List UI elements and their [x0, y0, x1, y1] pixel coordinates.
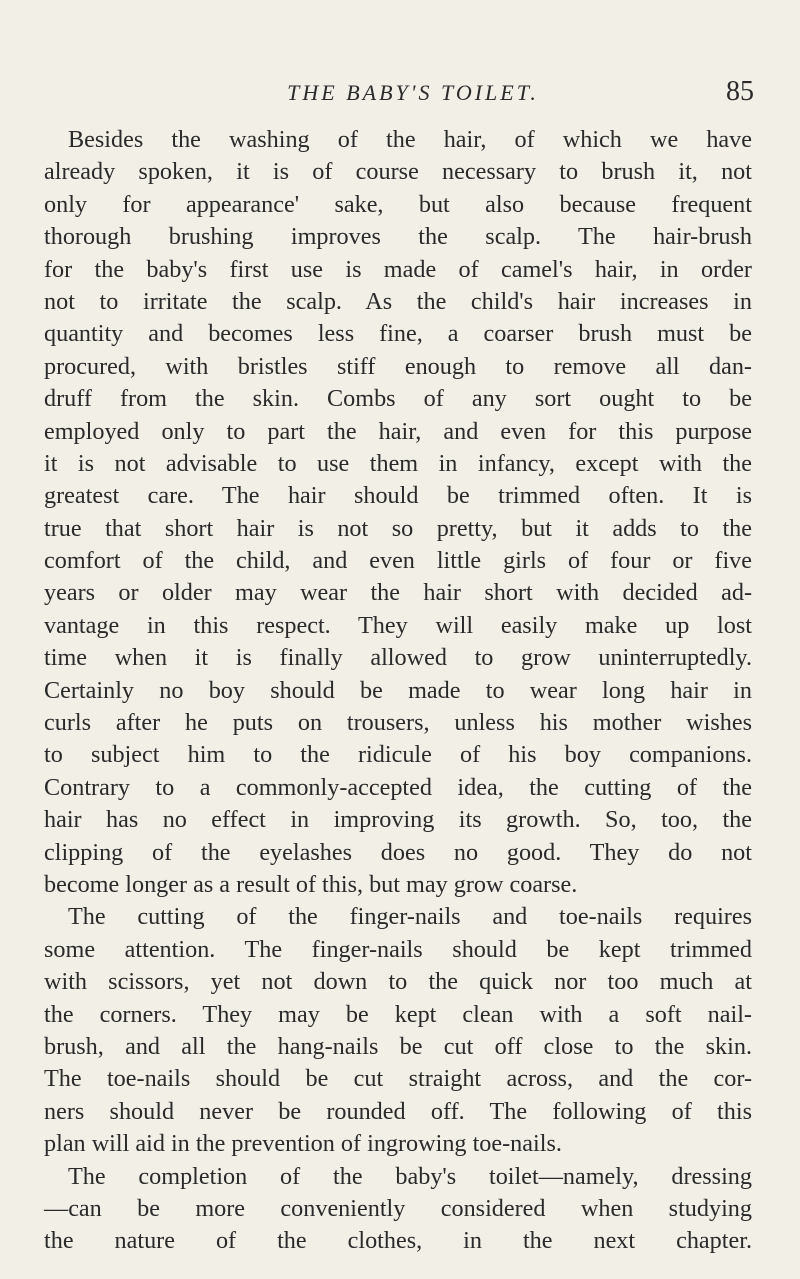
text-line: Contrary to a commonly-accepted idea, the cutting of the	[44, 773, 752, 801]
text-line: employed only to part the hair, and even for this purpose	[44, 417, 752, 445]
text-line: procured, with bristles stiff enough to remove all dan-	[44, 352, 752, 380]
text-line: not to irritate the scalp. As the child's hair increases in	[44, 287, 752, 315]
text-line: it is not advisable to use them in infancy, except with the	[44, 449, 752, 477]
text-line: the nature of the clothes, in the next chapter.	[44, 1227, 752, 1255]
text-line: some attention. The finger-nails should be kept trimmed	[44, 935, 752, 963]
text-line: druff from the skin. Combs of any sort ought to be	[44, 385, 752, 413]
text-line: Certainly no boy should be made to wear long hair in	[44, 676, 752, 704]
text-line: clipping of the eyelashes does no good. They do not	[44, 838, 752, 866]
text-line: with scissors, yet not down to the quick nor too much at	[44, 968, 752, 996]
text-line: hair has no effect in improving its growth. So, too, the	[44, 806, 752, 834]
body-text	[44, 124, 752, 1258]
text-line: plan will aid in the prevention of ingrowing toe-nails.	[44, 1130, 562, 1158]
text-line: The completion of the baby's toilet—namely, dressing	[68, 1162, 752, 1190]
text-line: The cutting of the finger-nails and toe-nails requires	[68, 903, 752, 931]
text-line: time when it is finally allowed to grow uninterruptedly.	[44, 644, 752, 672]
text-line: only for appearance' sake, but also because frequent	[44, 190, 752, 218]
text-line: greatest care. The hair should be trimmed often. It is	[44, 482, 752, 510]
text-line: become longer as a result of this, but may grow coarse.	[44, 870, 578, 898]
text-line: thorough brushing improves the scalp. The hair-brush	[44, 223, 752, 251]
text-line: —can be more conveniently considered when studying	[44, 1194, 752, 1222]
text-line: vantage in this respect. They will easily make up lost	[44, 611, 752, 639]
text-line: curls after he puts on trousers, unless his mother wishes	[44, 709, 752, 737]
text-line: comfort of the child, and even little girls of four or five	[44, 547, 752, 575]
text-line: to subject him to the ridicule of his boy companions.	[44, 741, 752, 769]
text-line: The toe-nails should be cut straight across, and the cor-	[44, 1065, 752, 1093]
text-line: years or older may wear the hair short with decided ad-	[44, 579, 752, 607]
text-line: brush, and all the hang-nails be cut off close to the skin.	[44, 1032, 752, 1060]
page-number: 85	[726, 76, 754, 107]
text-line: the corners. They may be kept clean with a soft nail-	[44, 1000, 752, 1028]
text-line: ners should never be rounded off. The following of this	[44, 1097, 752, 1125]
text-line: Besides the washing of the hair, of which we have	[68, 126, 752, 153]
running-head	[0, 74, 800, 114]
text-line: true that short hair is not so pretty, but it adds to the	[44, 514, 752, 542]
text-line: quantity and becomes less fine, a coarser brush must be	[44, 320, 752, 348]
text-line: for the baby's first use is made of camel's hair, in order	[44, 255, 752, 283]
running-title: THE BABY'S TOILET.	[287, 80, 539, 105]
text-line: already spoken, it is of course necessary to brush it, not	[44, 158, 752, 186]
